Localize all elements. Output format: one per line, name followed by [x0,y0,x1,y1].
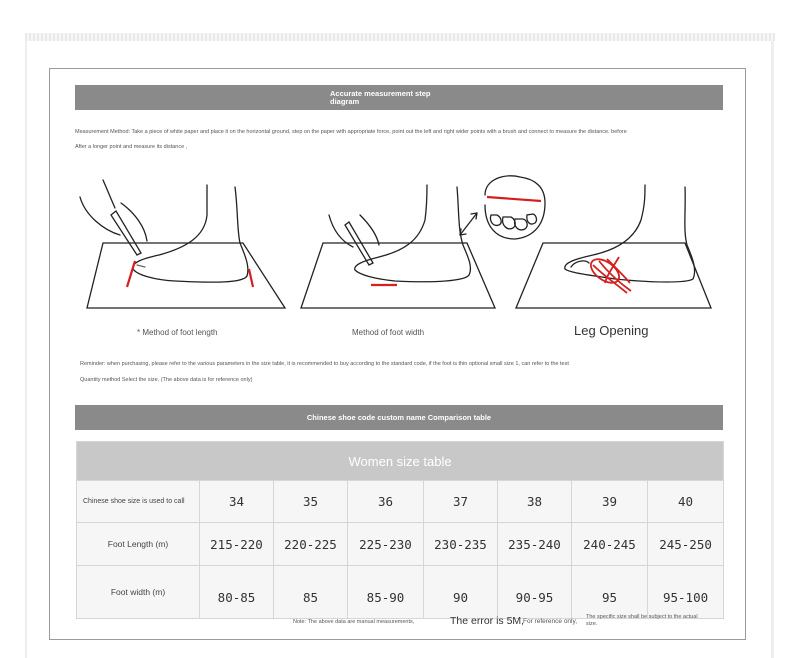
foot-width-illustration [301,176,545,308]
right-border-strip [771,41,774,658]
caption-foot-width: Method of foot width [352,328,425,337]
table-cell: 90-95 [498,566,572,619]
reminder-line-2: Quantity method Select the size. (The above data is for reference only) [80,377,253,383]
table-cell: 235-240 [498,523,572,566]
method-text-line-1: Measurement Method: Take a piece of white paper and place it on the horizontal ground, step on the paper with appropriate force, point out the left and right wider points with a brush and connect to measure the distance. before [75,129,627,135]
table-cell: 245-250 [648,523,724,566]
row-label: Foot width (m) [77,566,200,619]
table-cell: 240-245 [572,523,648,566]
method-text-line-2: After a longer point and measure its distance , [75,144,188,150]
measurement-illustrations [75,175,725,325]
footnote-part-4: The specific size shall be subject to the actual size. [586,614,698,627]
table-cell: 85 [274,566,348,619]
size-table-title: Women size table [77,442,724,481]
title-line-1: Accurate measurement step [330,89,431,98]
table-cell: 85-90 [348,566,424,619]
footnote-part-2: The error is 5M, [450,615,525,627]
table-cell: 39 [572,481,648,523]
table-cell: 35 [274,481,348,523]
table-cell: 225-230 [348,523,424,566]
table-cell: 40 [648,481,724,523]
row-label: Chinese shoe size is used to call [77,481,200,523]
footnote-part-3: For reference only, [523,618,578,625]
top-border-strip [25,33,775,41]
title-line-2: diagram [330,97,360,106]
table-cell: 215-220 [200,523,274,566]
footnote-part-1: Note: The above data are manual measurements, [293,619,415,625]
table-cell: 37 [424,481,498,523]
caption-foot-length: * Method of foot length [137,328,218,337]
table-cell: 34 [200,481,274,523]
table-row [77,566,724,619]
table-cell: 90 [424,566,498,619]
size-table [76,441,724,619]
table-cell: 220-225 [274,523,348,566]
reminder-line-1: Reminder: when purchasing, please refer to the various parameters in the size table, it is recommended to buy according to the standard code, if the foot is thin optional small size 1, can refer to the test [80,361,569,367]
caption-leg-opening: Leg Opening [574,323,649,338]
table-row [77,481,724,523]
table-cell: 36 [348,481,424,523]
table-cell: 38 [498,481,572,523]
table-cell: 230-235 [424,523,498,566]
foot-length-illustration [80,180,285,308]
table-cell: 80-85 [200,566,274,619]
row-label: Foot Length (m) [77,523,200,566]
measurement-title-bar [75,85,723,110]
comparison-title-bar: Chinese shoe code custom name Comparison table [75,405,723,430]
left-border-strip [25,41,27,658]
table-cell: 95 [572,566,648,619]
table-row [77,523,724,566]
table-cell: 95-100 [648,566,724,619]
